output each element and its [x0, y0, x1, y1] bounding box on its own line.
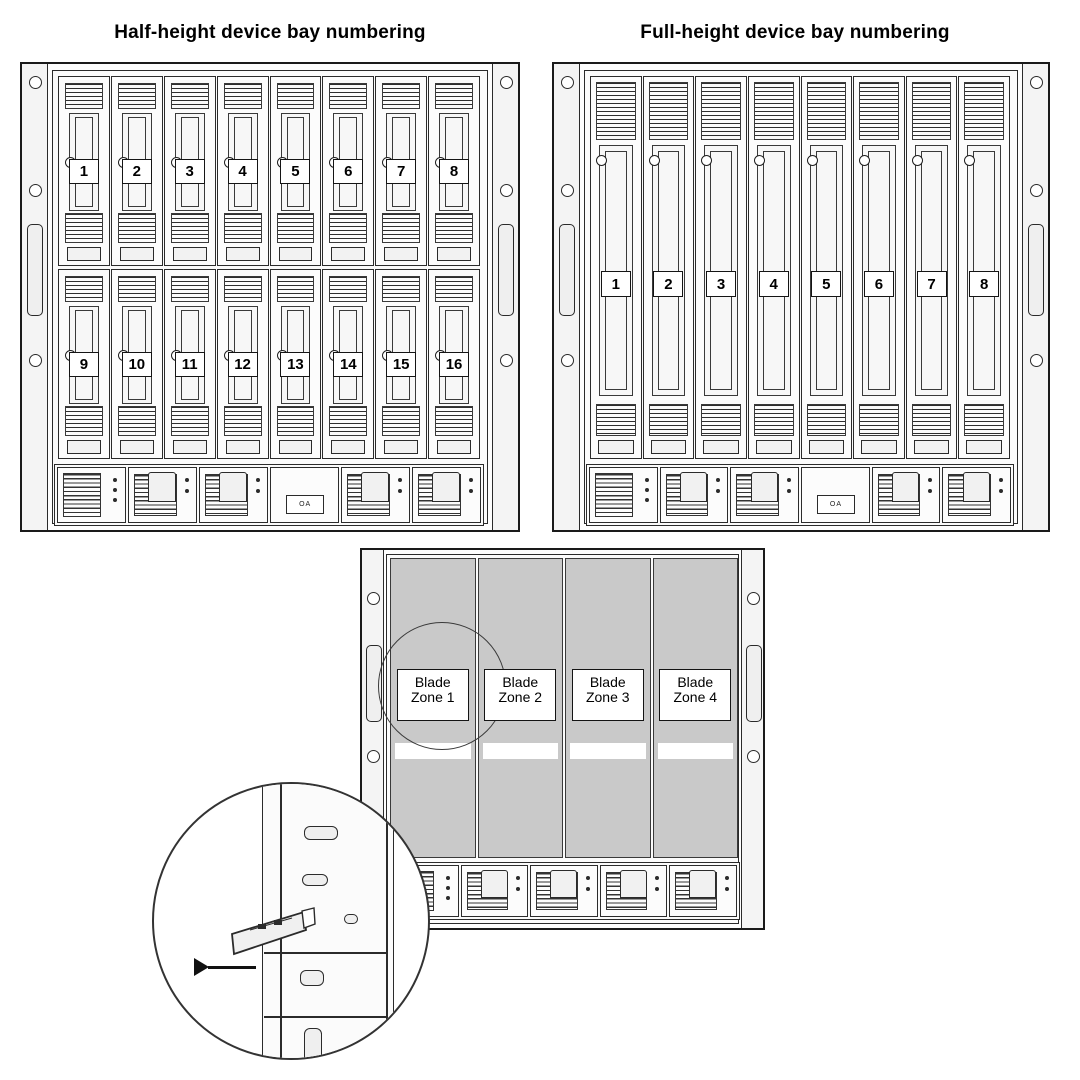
- bay-vent-hatch: [224, 406, 262, 436]
- enclosure-handle[interactable]: [27, 224, 43, 316]
- enclosure-handle[interactable]: [746, 645, 762, 722]
- device-bay-number: 2: [653, 271, 683, 297]
- full-height-figure-title: Full-height device bay numbering: [640, 22, 950, 43]
- module-led-icon: [999, 478, 1003, 482]
- bay-vent-hatch: [118, 406, 156, 436]
- bay-status-led-icon: [649, 155, 660, 166]
- interconnect-module[interactable]: [412, 467, 481, 523]
- enclosure-handle[interactable]: [559, 224, 575, 316]
- half-height-bottom-module-row: [54, 464, 484, 526]
- bay-release-latch[interactable]: [437, 440, 471, 454]
- pull-direction-arrow-head: [194, 958, 209, 976]
- bay-vent-hatch: [329, 213, 367, 243]
- blade-zone-label-line1: Blade: [589, 674, 626, 690]
- bay-status-led-icon: [807, 155, 818, 166]
- bay-release-latch[interactable]: [966, 440, 1002, 454]
- blade-zone-label-line2: Zone 1: [410, 689, 455, 705]
- bay-vent-hatch: [649, 82, 689, 140]
- bay-vent-hatch: [807, 82, 847, 140]
- bay-release-latch[interactable]: [809, 440, 845, 454]
- module-led-icon: [185, 478, 189, 482]
- interconnect-module[interactable]: [669, 865, 737, 917]
- bay-vent-hatch: [171, 83, 209, 109]
- bay-status-led-icon: [596, 155, 607, 166]
- full-height-enclosure: [552, 62, 1050, 532]
- module-led-icon: [655, 887, 659, 891]
- bay-status-led-icon: [912, 155, 923, 166]
- flange-screw-icon: [367, 592, 380, 605]
- flange-screw-icon: [1030, 354, 1043, 367]
- module-handle[interactable]: [689, 870, 716, 898]
- bay-release-latch[interactable]: [120, 247, 154, 261]
- bay-vent-hatch: [859, 404, 899, 436]
- module-handle[interactable]: [963, 472, 990, 502]
- device-bay-number: 2: [122, 159, 152, 184]
- full-height-bay-row: [590, 76, 1010, 459]
- device-bay-number: 4: [228, 159, 258, 184]
- device-bay-number: 5: [280, 159, 310, 184]
- interconnect-module[interactable]: [530, 865, 598, 917]
- module-handle[interactable]: [550, 870, 577, 898]
- module-handle[interactable]: [620, 870, 647, 898]
- half-height-enclosure: [20, 62, 520, 532]
- bay-vent-hatch: [701, 82, 741, 140]
- full-height-bottom-module-row: [586, 464, 1014, 526]
- bay-release-latch[interactable]: [384, 440, 418, 454]
- interconnect-module[interactable]: [660, 467, 729, 523]
- bay-vent-hatch: [701, 404, 741, 436]
- device-bay-number: 7: [386, 159, 416, 184]
- device-bay-number: 15: [386, 352, 416, 377]
- bay-release-latch[interactable]: [67, 247, 101, 261]
- onboard-administrator[interactable]: [801, 467, 870, 523]
- device-bay-number: 9: [69, 352, 99, 377]
- bay-vent-hatch: [329, 406, 367, 436]
- bay-release-latch[interactable]: [173, 440, 207, 454]
- half-height-bay-row-top: [58, 76, 480, 266]
- bay-release-latch[interactable]: [67, 440, 101, 454]
- module-handle[interactable]: [680, 472, 707, 502]
- module-led-icon: [516, 887, 520, 891]
- right-mounting-flange: [1022, 64, 1048, 530]
- bay-vent-hatch: [224, 83, 262, 109]
- module-led-icon: [586, 887, 590, 891]
- module-led-icon: [928, 489, 932, 493]
- module-led-icon: [516, 876, 520, 880]
- module-led-icon: [645, 488, 649, 492]
- device-bay-number: 13: [280, 352, 310, 377]
- module-handle[interactable]: [148, 472, 176, 502]
- bay-vent-hatch: [754, 82, 794, 140]
- blade-zone-label-line1: Blade: [677, 674, 714, 690]
- device-bay-number: 11: [175, 352, 205, 377]
- module-led-icon: [787, 489, 791, 493]
- bay-release-latch[interactable]: [279, 247, 313, 261]
- bay-release-latch[interactable]: [279, 440, 313, 454]
- bay-release-latch[interactable]: [756, 440, 792, 454]
- bay-release-latch[interactable]: [226, 247, 260, 261]
- module-led-icon: [787, 478, 791, 482]
- device-bay-number: 12: [228, 352, 258, 377]
- blade-zone-label-line1: Blade: [414, 674, 451, 690]
- bay-vent-hatch: [912, 404, 952, 436]
- blade-zone-label: [397, 669, 469, 721]
- bay-vent-hatch: [912, 82, 952, 140]
- half-height-figure-title: Half-height device bay numbering: [114, 22, 426, 43]
- onboard-administrator[interactable]: [270, 467, 339, 523]
- flange-screw-icon: [747, 592, 760, 605]
- left-mounting-flange: [22, 64, 48, 530]
- flange-screw-icon: [1030, 76, 1043, 89]
- flange-screw-icon: [500, 184, 513, 197]
- device-bay[interactable]: [748, 76, 800, 459]
- module-led-icon: [928, 478, 932, 482]
- interconnect-module[interactable]: [199, 467, 268, 523]
- module-led-icon: [655, 876, 659, 880]
- bay-vent-hatch: [65, 406, 103, 436]
- module-led-icon: [113, 498, 117, 502]
- bay-release-latch[interactable]: [173, 247, 207, 261]
- device-bay-number: 4: [759, 271, 789, 297]
- module-handle[interactable]: [432, 472, 460, 502]
- bay-vent-hatch: [277, 213, 315, 243]
- module-led-icon: [469, 478, 473, 482]
- bay-vent-hatch: [754, 404, 794, 436]
- bay-vent-hatch: [435, 406, 473, 436]
- bay-vent-hatch: [277, 406, 315, 436]
- module-led-icon: [645, 478, 649, 482]
- flange-screw-icon: [29, 184, 42, 197]
- bay-release-latch[interactable]: [384, 247, 418, 261]
- module-led-icon: [645, 498, 649, 502]
- device-bay-number: 1: [69, 159, 99, 184]
- interconnect-module[interactable]: [730, 467, 799, 523]
- bay-vent-hatch: [807, 404, 847, 436]
- flange-screw-icon: [500, 354, 513, 367]
- module-led-icon: [725, 876, 729, 880]
- bay-vent-hatch: [382, 83, 420, 109]
- bay-vent-hatch: [224, 213, 262, 243]
- flange-screw-icon: [29, 76, 42, 89]
- device-bay-number: 3: [706, 271, 736, 297]
- bay-vent-hatch: [649, 404, 689, 436]
- bay-release-latch[interactable]: [120, 440, 154, 454]
- bay-release-latch[interactable]: [598, 440, 634, 454]
- blade-zone-label-line1: Blade: [502, 674, 539, 690]
- module-led-icon: [469, 489, 473, 493]
- flange-screw-icon: [747, 750, 760, 763]
- bay-vent-hatch: [435, 83, 473, 109]
- interconnect-module[interactable]: [942, 467, 1011, 523]
- bay-vent-hatch: [382, 276, 420, 302]
- fan-module[interactable]: [57, 467, 126, 523]
- bay-vent-hatch: [171, 213, 209, 243]
- device-bay-number: 1: [601, 271, 631, 297]
- zones-bottom-module-row: [388, 862, 740, 920]
- bay-vent-hatch: [596, 82, 636, 140]
- device-bay-number: 8: [439, 159, 469, 184]
- left-mounting-flange: [554, 64, 580, 530]
- pull-direction-arrow-line: [208, 966, 256, 969]
- bay-vent-hatch: [382, 213, 420, 243]
- interconnect-module[interactable]: [341, 467, 410, 523]
- blade-zone-label: [484, 669, 556, 721]
- module-led-icon: [716, 489, 720, 493]
- bay-vent-hatch: [277, 276, 315, 302]
- module-led-icon: [398, 489, 402, 493]
- module-handle[interactable]: [892, 472, 919, 502]
- device-bay-number: 10: [122, 352, 152, 377]
- flange-screw-icon: [367, 750, 380, 763]
- device-bay[interactable]: [853, 76, 905, 459]
- flange-screw-icon: [500, 76, 513, 89]
- module-led-icon: [586, 876, 590, 880]
- bay-vent-hatch: [435, 276, 473, 302]
- module-led-icon: [185, 489, 189, 493]
- bay-vent-hatch: [596, 404, 636, 436]
- right-mounting-flange: [741, 550, 763, 928]
- blade-zone-label-line2: Zone 2: [498, 689, 543, 705]
- module-led-icon: [113, 478, 117, 482]
- fan-module[interactable]: [589, 467, 658, 523]
- half-height-bay-row-bottom: [58, 269, 480, 459]
- module-led-icon: [725, 887, 729, 891]
- blade-zone-label: [659, 669, 731, 721]
- right-mounting-flange: [492, 64, 518, 530]
- bay-vent-hatch: [859, 82, 899, 140]
- flange-screw-icon: [561, 184, 574, 197]
- module-handle[interactable]: [481, 870, 508, 898]
- oa-display[interactable]: OA: [286, 495, 324, 514]
- device-bay[interactable]: [906, 76, 958, 459]
- bay-vent-hatch: [277, 83, 315, 109]
- bay-vent-hatch: [171, 406, 209, 436]
- module-led-icon: [256, 489, 260, 493]
- divider-removal-detail: [152, 782, 430, 1060]
- module-led-icon: [398, 478, 402, 482]
- module-led-icon: [716, 478, 720, 482]
- bay-vent-hatch: [329, 83, 367, 109]
- module-handle[interactable]: [751, 472, 778, 502]
- oa-display[interactable]: OA: [817, 495, 855, 514]
- bay-vent-hatch: [329, 276, 367, 302]
- bay-vent-hatch: [382, 406, 420, 436]
- flange-screw-icon: [561, 76, 574, 89]
- interconnect-module[interactable]: [872, 467, 941, 523]
- divider-plate-icon: [154, 784, 430, 1060]
- device-bay-number: 6: [864, 271, 894, 297]
- bay-vent-hatch: [118, 83, 156, 109]
- bay-vent-hatch: [65, 276, 103, 302]
- bay-vent-hatch: [435, 213, 473, 243]
- device-bay-number: 3: [175, 159, 205, 184]
- bay-vent-hatch: [171, 276, 209, 302]
- device-bay-number: 8: [969, 271, 999, 297]
- bay-vent-hatch: [118, 213, 156, 243]
- device-bay-number: 6: [333, 159, 363, 184]
- blade-zone-area: [390, 558, 738, 858]
- device-bay[interactable]: [801, 76, 853, 459]
- module-handle[interactable]: [219, 472, 247, 502]
- enclosure-handle[interactable]: [498, 224, 514, 316]
- device-bay-number: 5: [811, 271, 841, 297]
- bay-vent-hatch: [964, 82, 1004, 140]
- module-led-icon: [446, 896, 450, 900]
- fan-vent-grill: [63, 473, 101, 517]
- flange-screw-icon: [29, 354, 42, 367]
- module-led-icon: [113, 488, 117, 492]
- device-bay[interactable]: [695, 76, 747, 459]
- module-led-icon: [999, 489, 1003, 493]
- bay-vent-hatch: [65, 83, 103, 109]
- device-bay[interactable]: [590, 76, 642, 459]
- blade-zone-label-line2: Zone 3: [585, 689, 630, 705]
- module-led-icon: [446, 886, 450, 890]
- zone-panel-gap: [658, 743, 734, 759]
- zone-panel-gap: [570, 743, 646, 759]
- bay-status-led-icon: [754, 155, 765, 166]
- bay-release-latch[interactable]: [651, 440, 687, 454]
- module-led-icon: [446, 876, 450, 880]
- flange-screw-icon: [561, 354, 574, 367]
- device-bay-number: 14: [333, 352, 363, 377]
- interconnect-module[interactable]: [461, 865, 529, 917]
- bay-vent-hatch: [224, 276, 262, 302]
- bay-release-latch[interactable]: [226, 440, 260, 454]
- bay-release-latch[interactable]: [331, 440, 365, 454]
- zone-panel-gap: [483, 743, 559, 759]
- module-handle[interactable]: [361, 472, 389, 502]
- enclosure-handle[interactable]: [1028, 224, 1044, 316]
- fan-vent-grill: [595, 473, 633, 517]
- interconnect-module[interactable]: [128, 467, 197, 523]
- bay-release-latch[interactable]: [914, 440, 950, 454]
- device-bay[interactable]: [643, 76, 695, 459]
- blade-zone-label: [572, 669, 644, 721]
- interconnect-module[interactable]: [600, 865, 668, 917]
- device-bay-number: 7: [917, 271, 947, 297]
- flange-screw-icon: [1030, 184, 1043, 197]
- bay-vent-hatch: [65, 213, 103, 243]
- device-bay-number: 16: [439, 352, 469, 377]
- module-led-icon: [256, 478, 260, 482]
- bay-vent-hatch: [964, 404, 1004, 436]
- bay-release-latch[interactable]: [703, 440, 739, 454]
- bay-release-latch[interactable]: [331, 247, 365, 261]
- device-bay[interactable]: [958, 76, 1010, 459]
- blade-zone-label-line2: Zone 4: [673, 689, 718, 705]
- bay-vent-hatch: [118, 276, 156, 302]
- bay-release-latch[interactable]: [861, 440, 897, 454]
- bay-release-latch[interactable]: [437, 247, 471, 261]
